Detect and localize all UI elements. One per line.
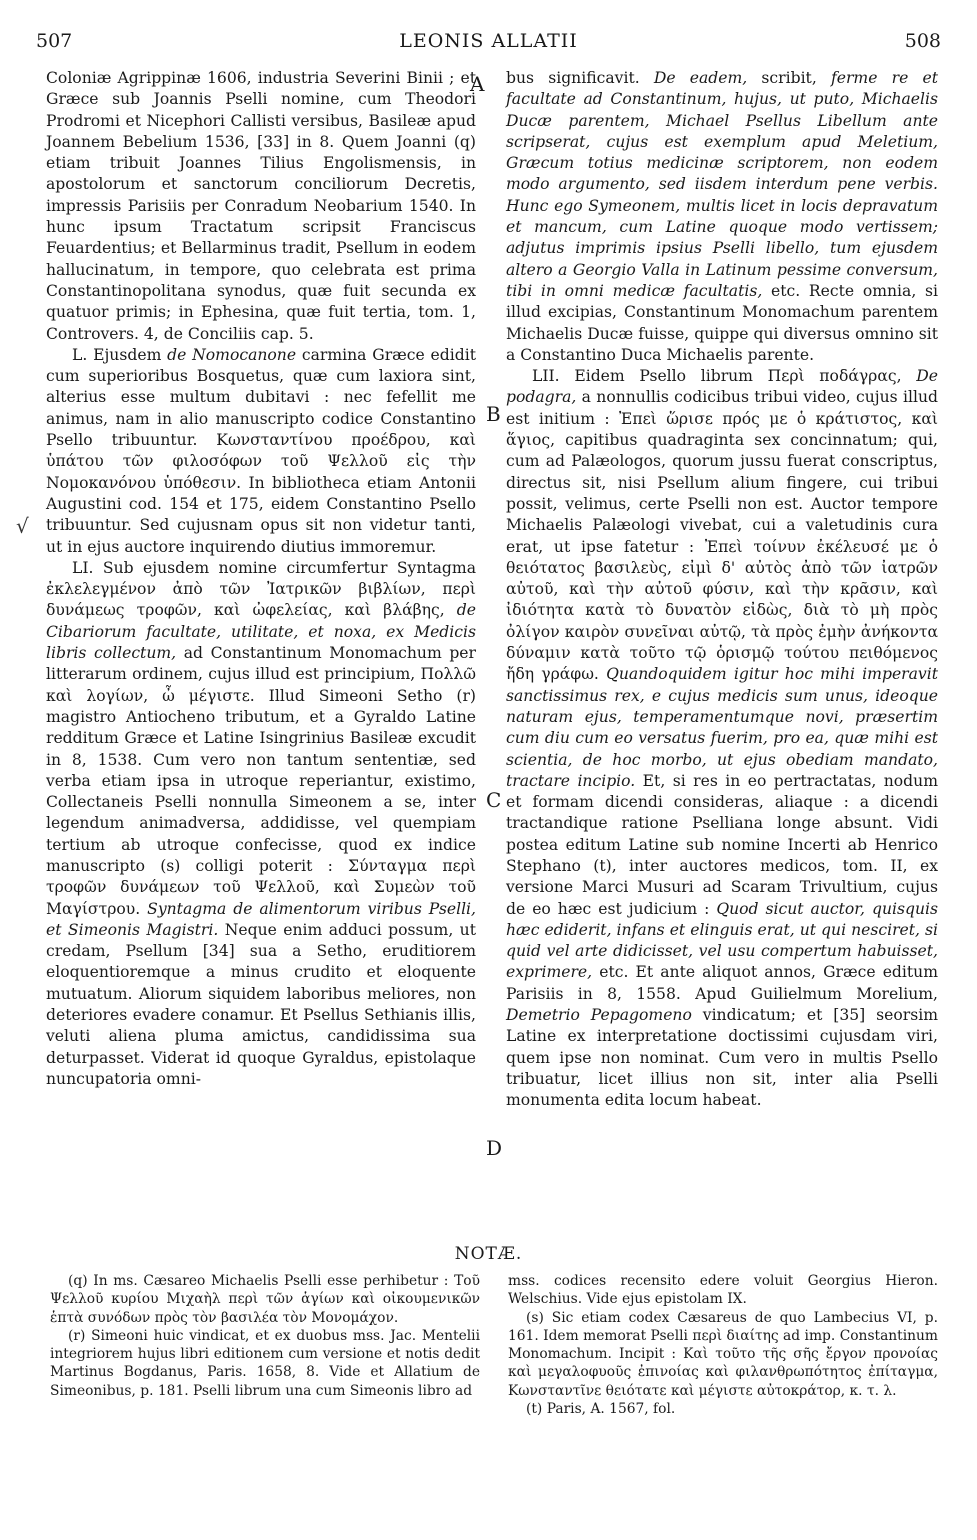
italic-run: de Cibariorum facultate, utilitate, et noxa, ex Medicis libris collectum, xyxy=(46,601,476,663)
footnote-q: (q) In ms. Cæsareo Michaelis Pselli esse perhibetur : Τοῦ Ψελλοῦ κυρίου Μιχαὴλ περὶ τῶν ἁγίων καὶ οἰκουμενικῶν ἑπτὰ συνόδων πρὸς τὸν βασιλέα τὸν Μονομάχον. xyxy=(50,1273,480,1326)
italic-run: ferme re et facultate ad Constantinum, hujus, ut puto, Michaelis Ducæ parentem, Michael Psellus Libellum ante scripserat, cujus est exemplum apud Meletium, Græcum totius medicinæ scriptorem, non eodem modo argumento, sed iisdem interdum pene verbis. Hunc ego Symeonem, multis licet in locis depravatum et mancum, cum Latine quoque modo vertissem; adjutus imprimis ipsius Pselli libello, tum ejusdem altero a Georgio Valla in Latinum pessime conversum, tibi in omni medicæ facultatis, xyxy=(506,69,938,300)
text-run: etc. Et ante aliquot annos, Græce editum Parisiis in 8, 1558. Apud Guilielmum Morelium, xyxy=(506,963,938,1003)
italic-run: De eadem, xyxy=(653,69,748,87)
italic-run: Quod sicut auctor, quisquis hæc ediderit, infans et elinguis erat, ut qui nesciret, si quid vel arte didicisset, vel usu compertum habuisset, exprimere, xyxy=(506,899,938,982)
margin-letter-d: D xyxy=(486,1136,503,1160)
paragraph-continuation: Coloniæ Agrippinæ 1606, industria Severini Binii ; et Græce sub Joannis Pselli nomine, cum Theodori Prodromi et Nicephori Callisti versibus, Basileæ apud Joannem Bebelium 1536, [33] in 8. Quem Joanni (q) etiam tribuit Joannes Tilius Engolismensis, in apostolorum et sanctorum conciliorum Decretis, impressis Parisiis per Conradum Neobarium 1540. In hunc ipsum Tractatum scripsit Franciscus Feuardentius; et Bellarminus tradit, Psellum in eodem hallucinatum, in tempore, quo celebrata est prima Constantinopolitana synodus, quæ fuit secunda ex quatuor primis; in Ephesina, quæ fuit tertia, tom. 1, Controvers. 4, de Conciliis cap. 5. xyxy=(46,69,476,343)
text-run: etc. Recte omnia, si illud excipias, Constantinum Monomachum parentem Michaelis Ducæ fuisse, quippe qui diversus omnino sit a Constantino Duca Michaelis parente. xyxy=(506,281,938,364)
margin-letter-b: B xyxy=(486,402,501,426)
running-header xyxy=(36,30,941,58)
text-run: Et, si res in eo pertractatas, nodum et formam dicendi consideras, aliaque : a dicendi tractandique ratione Pselliana longe absunt. Vidi postea editum Latine sub nomine Incerti ab Henrico Stephano (t), inter auctores medicos, tom. II, ex versione Marci Musuri ad Scaram Trivultium, cujus de eo hæc est judicium : xyxy=(506,771,938,918)
notes-left-column xyxy=(50,1272,480,1400)
footnote-t: (t) Paris, A. 1567, fol. xyxy=(526,1401,676,1418)
paragraph-LI xyxy=(46,558,476,1090)
margin-annotation: √ xyxy=(16,514,29,538)
text-run: scribit, xyxy=(747,69,831,87)
text-run: L. Ejusdem xyxy=(72,345,168,364)
text-run: vindicatum; et [35] seorsim Latine ex interpretatione doctissimi cujusdam viri, quem ipse non nominat. Cum vero in multis Psello tribuatur, licet illius non sit, inter alia Pselli monumenta edita locum habeat. xyxy=(506,1006,938,1110)
text-run: a nonnullis codicibus tribui video, cujus illud est initium : Ἐπεὶ ὥρισε πρός με ὁ κράτιστος, καὶ ἅγιος, capitibus quadraginta sex concinnatum; qui, cum ad Palæologos, quorum jussu fuerat conscriptus, directus sit, nisi Psellum alium fingere, cui tribui possit, velimus, certe Pselli non est. Auctor tempore Michaelis Palæologi vivebat, cui a valetudinis cura erat, ut ipse fatetur : Ἐπεὶ τοίνυν ἐκέλευσέ με ὁ θειότατος βασιλεὺς, εἰμὶ δ' αὐτὸς ἀπὸ τῶν ἰατρῶν αὐτοῦ, καὶ τὴν αὐτοῦ φύσιν, καὶ τὴν κρᾶσιν, καὶ ἰδιότητα κατὰ τὸ δυνατὸν εἰδὼς, διὰ τὸ μὴ πρὸς ὀλίγον καιρὸν συνεῖναι αὐτῷ, τὰ πρὸς ἐμὴν ἀνήκοντα δύναμιν κατὰ τοῦτο τῷ ὁρισμῷ τούτου πειθόμενος ἤδη γράφω. xyxy=(506,388,938,684)
notes-right-column xyxy=(508,1272,938,1418)
italic-run: Quandoquidem igitur hoc mihi imperavit sanctissimus rex, e cujus medicis sum unus, ideoque naturam ejus, temperamentumque novi, præsertim cum diu cum eo versatus fuerim, pro ea, quæ mihi est scientia, de hoc morbo, ut ejus obediam mandato, tractare incipio. xyxy=(506,665,938,790)
paragraph-L xyxy=(46,345,476,558)
italic-run: Demetrio Pepagomeno xyxy=(506,1006,692,1025)
footnote-r: (r) Simeoni huic vindicat, et ex duobus mss. Jac. Mentelii integriorem hujus libri editionem cum versione et notis dedit Martinus Bogdanus, Paris. 1658, 8. Vide et Allatium de Simeonibus, p. 181. Pselli librum una cum Simeonis libro ad xyxy=(50,1327,480,1399)
page-number-left: 507 xyxy=(36,30,73,52)
page-number-right: 508 xyxy=(904,30,941,52)
running-title: LEONIS ALLATII xyxy=(399,30,578,52)
text-run: carmina Græce edidit cum superioribus Bosquetus, quæ cum laxiora sint, alterius esse multum dubitavi : nec fefellit me animus, nam in alio manuscripto codice Constantino Psello tribuuntur. Κωνσταντίνου προέδρου, καὶ ὑπάτου τῶν φιλοσόφων τοῦ Ψελλοῦ εἰς τὴν Νομοκανόνου ὑπόθεσιν. In bibliotheca etiam Antonii Augustini cod. 154 et 175, eidem Constantino Psello tribuuntur. Sed cujusnam opus sit non videtur tanti, ut in ejus auctore inquirendo diutius immoremur. xyxy=(46,345,476,556)
right-column xyxy=(506,68,938,1112)
text-run: LI. Sub ejusdem nomine circumfertur Syntagma ἐκλελεγμένον ἀπὸ τῶν Ἰατρικῶν βιβλίων, περὶ δυνάμεως τροφῶν, καὶ ὠφελείας, καὶ βλάβης, xyxy=(46,558,476,620)
text-run: ad Constantinum Monomachum per litterarum ordinem, cujus illud est principium, Πολλῶ καὶ λογίων, ὦ μέγιστε. Illud Simeoni Setho (r) magistro Antiocheno tributum, et a Gyraldo Latine redditum Græce et Latine Isingrinius Basileæ excudit in 8, 1538. Cum vero non tantum sententiæ, sed verba etiam ipsa in utroque reperiantur, existimo, Collectaneis Pselli nonnulla Simeonem a se, inter legendum animadversa, addidisse, vel quempiam tertium ab utroque confecisse, quod ex indice manuscripto (s) colligi poterit : Σύνταγμα περὶ τροφῶν δυνάμεων τοῦ Ψελλοῦ, καὶ Συμεὼν τοῦ Μαγίστρου. xyxy=(46,644,476,918)
italic-run: de Nomocanone xyxy=(167,345,297,364)
paragraph-LII xyxy=(506,366,938,1111)
footnote-r-continued: mss. codices recensito edere voluit Georgius Hieron. Welschius. Vide ejus epistolam IX. xyxy=(508,1273,938,1308)
italic-run: De podagra, xyxy=(506,367,938,407)
italic-run: Syntagma de alimentorum viribus Pselli, et Simeonis Magistri. xyxy=(46,899,476,939)
footnote-s: (s) Sic etiam codex Cæsareus de quo Lambecius VI, p. 161. Idem memorat Pselli περὶ διαίτης ad imp. Constantinum Monomachum. Incipit : Καὶ τοῦτο τῆς σῆς ἔργον προνοίας καὶ μεγαλοφυοῦς ἐπινοίας καὶ φιλανθρωπότητος ἐπίταγμα, Κωνσταντῖνε θειότατε καὶ μέγιστε αὐτοκράτορ, κ. τ. λ. xyxy=(508,1309,938,1399)
text-run: LII. Eidem Psello librum Περὶ ποδάγρας, xyxy=(532,367,917,386)
margin-letter-a: A xyxy=(470,72,485,96)
left-column xyxy=(46,68,476,1090)
margin-letter-c: C xyxy=(486,788,502,812)
text-run: Neque enim adduci possum, ut credam, Psellum [34] sua a Setho, eruditiorem eloquentioremque a minus crudito et eloquente mutuatum. Aliorum siquidem laboribus meliores, non deteriores evadere conamur. Et Psellus Sethianis illis, veluti aliena pluma amictus, candidissima sua deturpasset. Viderat id quoque Gyraldus, epistolaque nuncupatoria omni- xyxy=(46,920,476,1088)
notes-heading: NOTÆ. xyxy=(454,1244,523,1264)
paragraph-continuation-right xyxy=(506,68,938,366)
text-run: bus significavit. xyxy=(506,69,654,87)
